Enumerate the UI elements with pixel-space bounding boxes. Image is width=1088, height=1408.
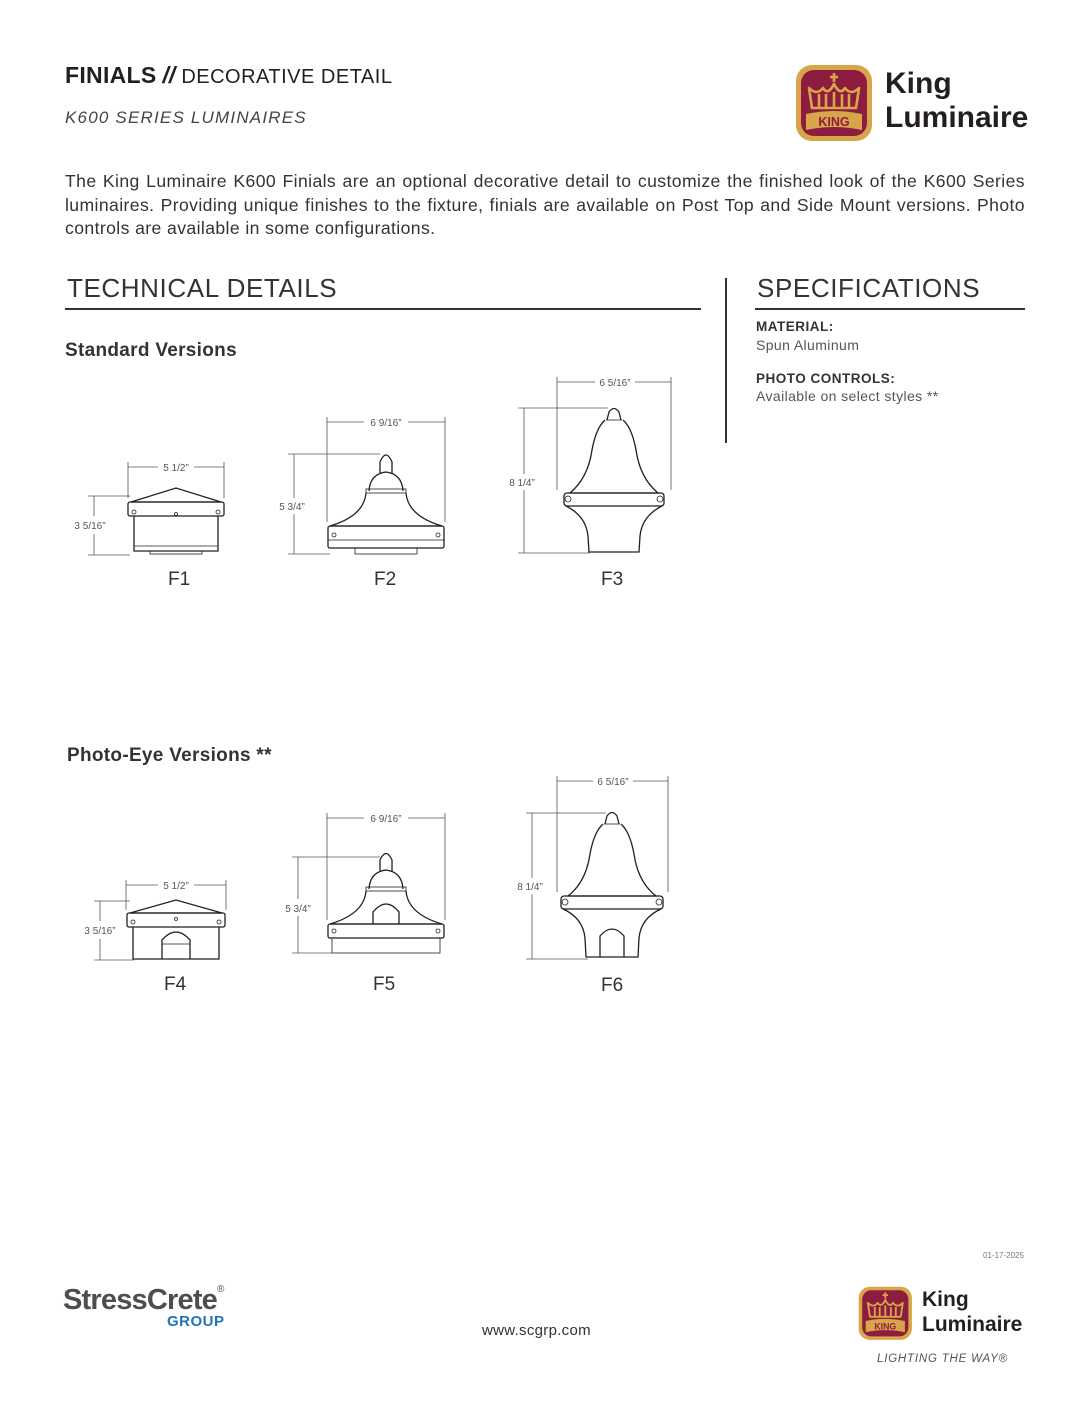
f4-width-label: 5 1/2” [163, 881, 189, 892]
standard-versions-heading: Standard Versions [65, 340, 237, 361]
technical-details-heading: TECHNICAL DETAILS [67, 273, 338, 303]
finial-f3-label: F3 [601, 569, 624, 590]
f3-dimensions [509, 377, 671, 553]
stresscrete-name: StressCrete [63, 1284, 218, 1316]
finial-f6-drawing [561, 813, 663, 958]
footer-logo-brand-line2: Luminaire [922, 1313, 1023, 1336]
finial-f2-label: F2 [374, 569, 397, 590]
finial-f2-drawing [328, 455, 444, 554]
page-subtitle: K600 SERIES LUMINAIRES [65, 108, 307, 127]
finial-f4-drawing [127, 900, 225, 959]
spec-photo-controls-value: Available on select styles ** [756, 388, 939, 404]
f5-width-label: 6 9/16” [370, 814, 402, 825]
f1-dimensions [74, 462, 224, 555]
photo-eye-versions-heading: Photo-Eye Versions ** [67, 745, 272, 766]
f1-width-label: 5 1/2” [163, 463, 189, 474]
footer-crown-badge-icon [858, 1286, 914, 1342]
footer-logo-king-text: KING [874, 1321, 897, 1332]
f1-height-label: 3 5/16” [74, 521, 106, 532]
f2-height-label: 5 3/4” [279, 502, 305, 513]
spec-photo-controls-label: PHOTO CONTROLS: [756, 371, 896, 386]
finial-f6-label: F6 [601, 975, 624, 996]
stresscrete-logo [63, 1284, 243, 1334]
finial-f4-label: F4 [164, 974, 187, 995]
title-separator: // [162, 62, 176, 88]
specifications-heading: SPECIFICATIONS [757, 273, 981, 303]
f6-dimensions [517, 776, 668, 959]
f2-dimensions [279, 417, 445, 554]
finial-f1-label: F1 [168, 569, 191, 590]
f3-height-label: 8 1/4” [509, 478, 535, 489]
intro-paragraph: The King Luminaire K600 Finials are an optional decorative detail to customize the finished look of the K600 Series luminaires. Providing unique finishes to the fixture, finials are available on Post Top and Side Mount versions. Photo controls are available in some configurations. [65, 171, 1025, 238]
f6-height-label: 8 1/4” [517, 882, 543, 893]
title-bold: FINIALS [65, 62, 157, 88]
f3-width-label: 6 5/16” [599, 378, 631, 389]
logo-brand-line1: King [885, 67, 952, 100]
f5-dimensions [285, 813, 445, 953]
f2-width-label: 6 9/16” [370, 418, 402, 429]
stresscrete-registered: ® [217, 1284, 225, 1295]
revision-date: 01-17-2025 [983, 1251, 1024, 1260]
footer-king-luminaire-logo [858, 1286, 1028, 1344]
finial-f1-drawing [128, 488, 224, 554]
f6-width-label: 6 5/16” [597, 777, 629, 788]
f5-height-label: 5 3/4” [285, 904, 311, 915]
f4-dimensions [84, 880, 226, 960]
spec-material-label: MATERIAL: [756, 319, 834, 334]
footer-logo-brand-line1: King [922, 1288, 969, 1311]
title-light: DECORATIVE DETAIL [181, 66, 393, 88]
finial-f5-drawing [328, 854, 444, 954]
logo-king-text: KING [818, 115, 850, 129]
finial-f3-drawing [564, 409, 664, 553]
f4-height-label: 3 5/16” [84, 926, 116, 937]
website-link[interactable]: www.scgrp.com [482, 1322, 591, 1339]
stresscrete-group: GROUP [167, 1313, 225, 1330]
logo-brand-line2: Luminaire [885, 101, 1029, 134]
tagline: LIGHTING THE WAY® [877, 1353, 1008, 1365]
spec-material-value: Spun Aluminum [756, 337, 860, 353]
finial-f5-label: F5 [373, 974, 396, 995]
